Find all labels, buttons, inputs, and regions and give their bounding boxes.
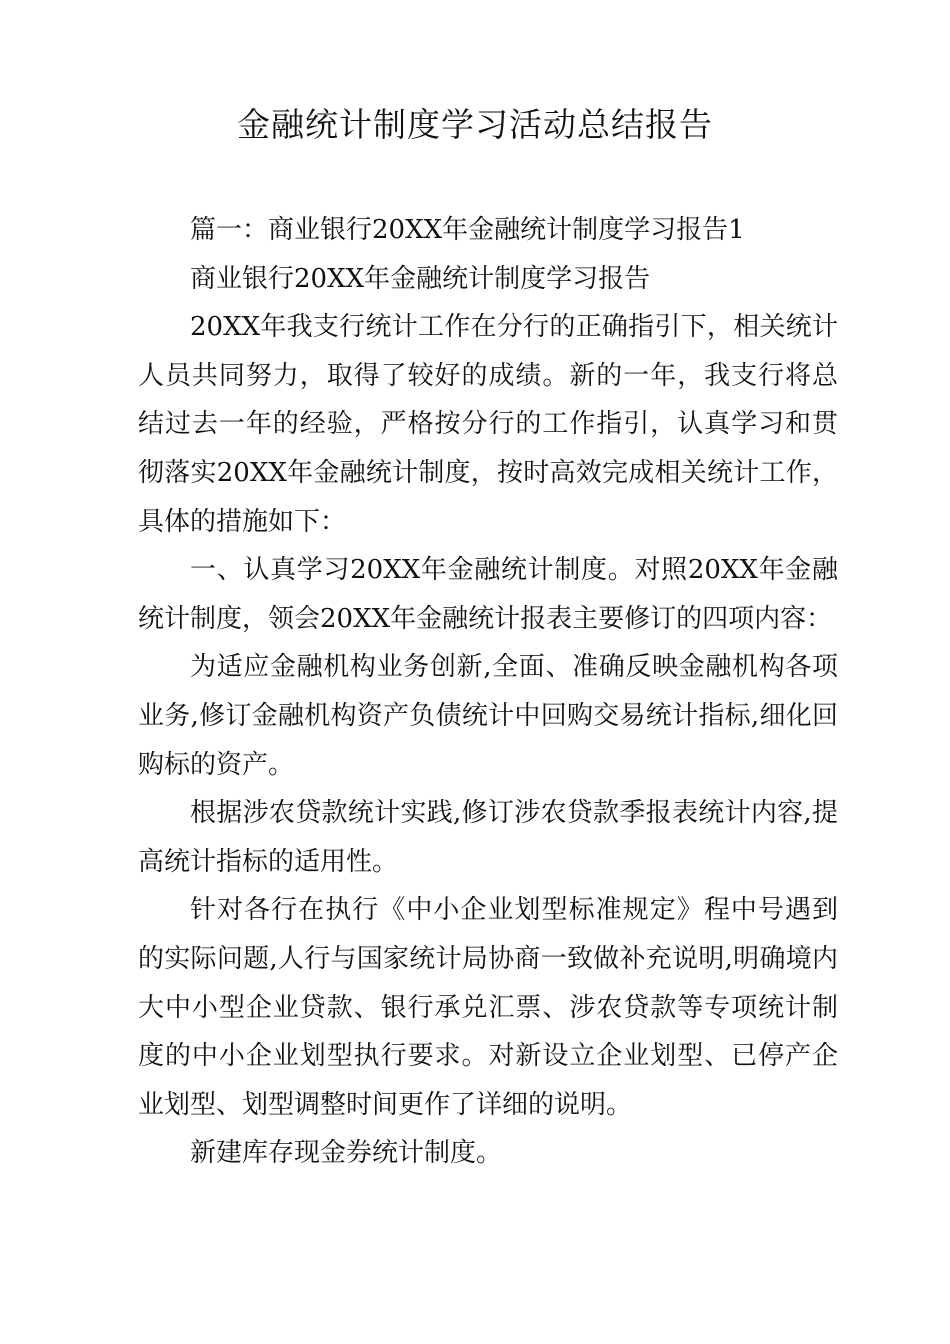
paragraph-item-sme: 针对各行在执行《中小企业划型标准规定》程中号遇到的实际问题,人行与国家统计局协商一致做补充说明,明确境内大中小型企业贷款、银行承兑汇票、涉农贷款等专项统计制度的中小企业划型执行要求。对新设立企业划型、已停产企业划型、划型调整时间更作了详细的说明。 (138, 895, 838, 1120)
paragraph-subtitle-2: 商业银行20XX年金融统计制度学习报告 (190, 263, 651, 294)
document-title: 金融统计制度学习活动总结报告 (237, 105, 713, 144)
paragraph-item-repo: 为适应金融机构业务创新,全面、准确反映金融机构各项业务,修订金融机构资产负债统计中回购交易统计指标,细化回购标的资产。 (138, 652, 838, 780)
paragraph-intro: 20XX年我支行统计工作在分行的正确指引下，相关统计人员共同努力，取得了较好的成绩。新的一年，我支行将总结过去一年的经验，严格按分行的工作指引，认真学习和贯彻落实20XX年金融统计制度，按时高效完成相关统计工作，具体的措施如下： (138, 312, 838, 537)
paragraph-item-cash: 新建库存现金券统计制度。 (190, 1138, 503, 1169)
paragraph-item-agri-loans: 根据涉农贷款统计实践,修订涉农贷款季报表统计内容,提高统计指标的适用性。 (138, 798, 838, 877)
paragraph-section-1: 一、认真学习20XX年金融统计制度。对照20XX年金融统计制度，领会20XX年金融统计报表主要修订的四项内容： (138, 555, 838, 634)
document-body (138, 206, 838, 1178)
paragraph-subtitle-1: 篇一：商业银行20XX年金融统计制度学习报告1 (190, 215, 745, 245)
